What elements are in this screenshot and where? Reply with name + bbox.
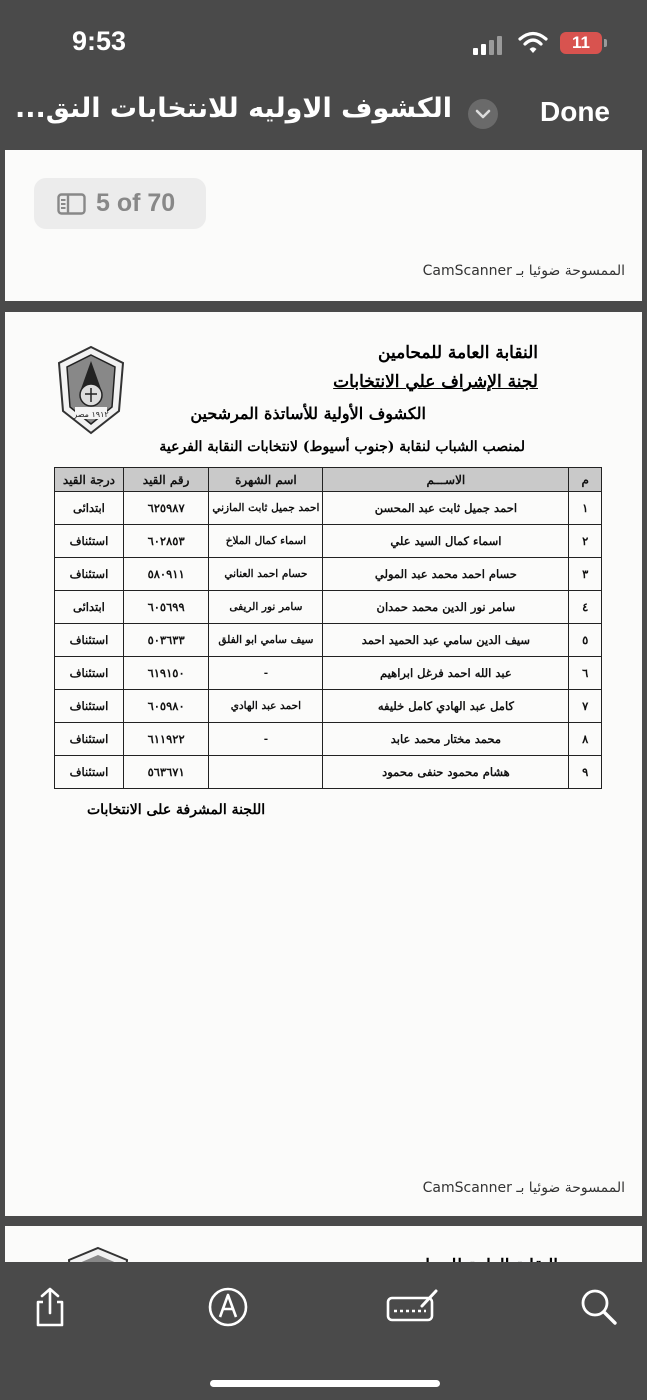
row-no: ٣ — [569, 558, 602, 591]
title-menu-button[interactable] — [468, 99, 498, 129]
header-known-as: اسم الشهرة — [209, 468, 323, 492]
annotate-icon[interactable] — [386, 1286, 440, 1328]
table-row — [55, 558, 602, 591]
row-reg-no: ٦١١٩٢٢ — [123, 723, 208, 756]
table-header-row — [55, 468, 602, 492]
row-name: محمد مختار محمد عابد — [323, 723, 569, 756]
scanner-caption: الممسوحة ضوئيا بـ CamScanner — [422, 263, 625, 279]
table-row — [55, 624, 602, 657]
sidebar-icon — [57, 193, 86, 215]
wifi-icon — [518, 30, 548, 56]
row-degree: ابتدائى — [55, 591, 124, 624]
row-known-as: حسام احمد العناني — [209, 558, 323, 591]
header-degree: درجة القيد — [55, 468, 124, 492]
row-name: كامل عبد الهادي كامل خليفه — [323, 690, 569, 723]
table-row — [55, 591, 602, 624]
scanner-caption: الممسوحة ضوئيا بـ CamScanner — [422, 1180, 625, 1196]
row-known-as: - — [209, 723, 323, 756]
home-indicator[interactable] — [210, 1380, 440, 1387]
committee-name: لجنة الإشراف علي الانتخابات — [333, 372, 538, 392]
row-name: اسماء كمال السيد علي — [323, 525, 569, 558]
table-row — [55, 657, 602, 690]
table-row — [55, 756, 602, 789]
logo-text: ١٩١٢ مصر — [73, 410, 109, 419]
row-degree: استئناف — [55, 756, 124, 789]
row-name: عبد الله احمد فرغل ابراهيم — [323, 657, 569, 690]
row-reg-no: ٦٠٢٨٥٣ — [123, 525, 208, 558]
row-no: ٨ — [569, 723, 602, 756]
row-degree: استئناف — [55, 723, 124, 756]
row-no: ٦ — [569, 657, 602, 690]
row-known-as: اسماء كمال الملاخ — [209, 525, 323, 558]
row-known-as: سامر نور الريفى — [209, 591, 323, 624]
row-no: ١ — [569, 492, 602, 525]
document-viewer[interactable] — [0, 150, 647, 1262]
page-indicator[interactable] — [34, 178, 206, 229]
row-name: سامر نور الدين محمد حمدان — [323, 591, 569, 624]
row-no: ٩ — [569, 756, 602, 789]
row-degree: استئناف — [55, 690, 124, 723]
current-page — [5, 312, 642, 1216]
done-button[interactable]: Done — [540, 96, 610, 127]
row-reg-no: ٥٨٠٩١١ — [123, 558, 208, 591]
battery-icon: 11 — [560, 32, 602, 54]
table-row — [55, 690, 602, 723]
row-no: ٧ — [569, 690, 602, 723]
page-indicator-label: 5 of 70 — [96, 189, 176, 217]
table-row — [55, 525, 602, 558]
table-row — [55, 723, 602, 756]
top-bar — [0, 0, 647, 150]
document-title[interactable]: الكشوف الاوليه للانتخابات النق... — [14, 93, 452, 124]
row-name: حسام احمد محمد عبد المولي — [323, 558, 569, 591]
row-degree: ابتدائى — [55, 492, 124, 525]
share-icon[interactable] — [29, 1286, 71, 1328]
supervising-committee-signature: اللجنة المشرفة على الانتخابات — [87, 802, 266, 818]
row-no: ٢ — [569, 525, 602, 558]
status-time: 9:53 — [72, 26, 127, 56]
cellular-signal-icon — [473, 35, 503, 55]
row-degree: استئناف — [55, 657, 124, 690]
document-subtitle: لمنصب الشباب لنقابة (جنوب أسيوط) لانتخابات النقابة الفرعية — [159, 439, 525, 455]
chevron-down-icon — [468, 99, 498, 129]
lists-title: الكشوف الأولية للأساتذة المرشحين — [190, 404, 426, 423]
row-degree: استئناف — [55, 558, 124, 591]
header-name: الاســـم — [323, 468, 569, 492]
bar-association-logo — [55, 345, 127, 435]
row-reg-no: ٥٠٣٦٣٣ — [123, 624, 208, 657]
header-reg-no: رقم القيد — [123, 468, 208, 492]
row-reg-no: ٦٠٥٦٩٩ — [123, 591, 208, 624]
row-known-as — [209, 756, 323, 789]
row-known-as: احمد عبد الهادي — [209, 690, 323, 723]
row-degree: استئناف — [55, 525, 124, 558]
row-reg-no: ٦١٩١٥٠ — [123, 657, 208, 690]
row-name: سيف الدين سامي عبد الحميد احمد — [323, 624, 569, 657]
row-known-as: احمد جميل ثابت المازني — [209, 492, 323, 525]
row-no: ٥ — [569, 624, 602, 657]
markup-icon[interactable] — [207, 1286, 249, 1328]
row-no: ٤ — [569, 591, 602, 624]
organization-name: النقابة العامة للمحامين — [378, 343, 538, 363]
row-reg-no: ٦٠٥٩٨٠ — [123, 690, 208, 723]
row-known-as: - — [209, 657, 323, 690]
search-icon[interactable] — [578, 1286, 620, 1328]
header-no: م — [569, 468, 602, 492]
row-reg-no: ٥٦٣٦٧١ — [123, 756, 208, 789]
candidates-table — [54, 467, 602, 789]
row-degree: استئناف — [55, 624, 124, 657]
row-reg-no: ٦٢٥٩٨٧ — [123, 492, 208, 525]
row-known-as: سيف سامي ابو الفلق — [209, 624, 323, 657]
row-name: هشام محمود حنفى محمود — [323, 756, 569, 789]
row-name: احمد جميل ثابت عبد المحسن — [323, 492, 569, 525]
previous-page — [5, 150, 642, 301]
table-row — [55, 492, 602, 525]
